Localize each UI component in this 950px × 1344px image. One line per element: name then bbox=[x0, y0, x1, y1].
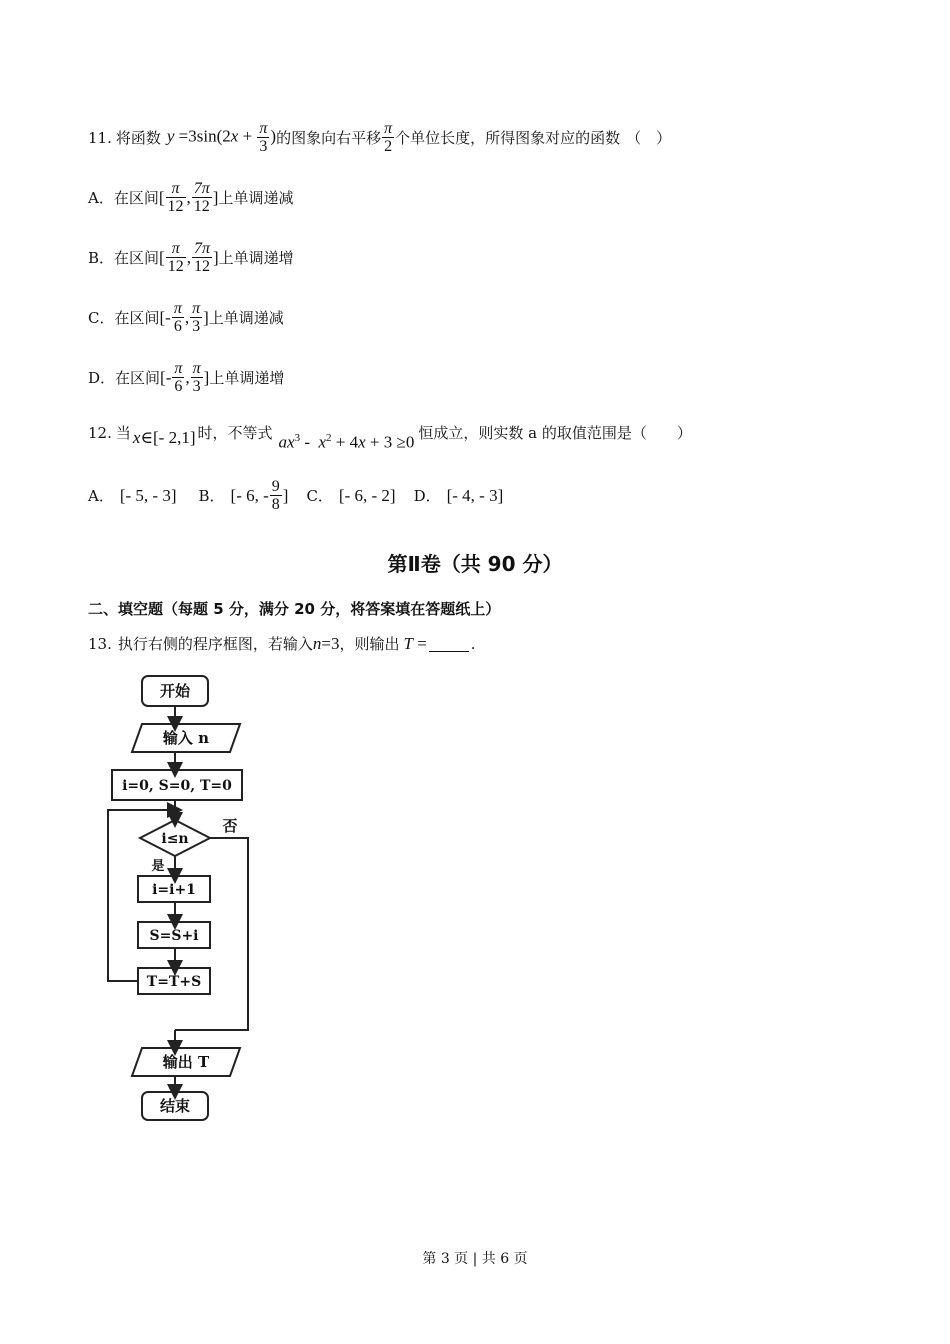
option-rbracket: ] bbox=[212, 187, 219, 207]
q11-intro: 将函数 bbox=[115, 128, 161, 147]
q13-n-expr bbox=[313, 634, 340, 654]
q12-ineq-ax: ax bbox=[278, 432, 295, 452]
q12-cond-range: ∈[- 2,1] bbox=[140, 428, 196, 448]
q12-opt-b-pre: [- 6, - bbox=[230, 485, 269, 505]
no-label: 否 bbox=[222, 817, 238, 835]
option-label: D．在区间 bbox=[88, 368, 161, 387]
q11-y: y bbox=[166, 126, 175, 146]
q11-option bbox=[88, 180, 293, 215]
option-frac-b-den: 3 bbox=[192, 318, 201, 335]
option-text: 上单调递增 bbox=[209, 368, 285, 387]
q11-shift-den: 2 bbox=[384, 138, 393, 155]
q12-number: 12. bbox=[88, 424, 112, 443]
section2-heading: 二、填空题（每题 5 分，满分 20 分，将答案填在答题纸上） bbox=[88, 600, 501, 618]
q11-x: x bbox=[230, 126, 239, 146]
option-frac-b bbox=[191, 360, 203, 395]
q11-shift-num: π bbox=[384, 120, 393, 137]
option-frac-b-den: 3 bbox=[192, 378, 201, 395]
option-frac-a-num: π bbox=[171, 180, 180, 197]
option-comma: , bbox=[186, 247, 191, 267]
option-comma: , bbox=[184, 307, 190, 327]
q12-when: 当 bbox=[115, 424, 131, 443]
option-frac-b-num: π bbox=[192, 300, 201, 317]
q12-opt-b-label: B． bbox=[198, 486, 225, 505]
q13-n: n bbox=[312, 634, 322, 653]
q12-inequality bbox=[279, 428, 415, 453]
option-frac-a-den: 12 bbox=[167, 258, 184, 275]
condition-label: i≤n bbox=[161, 831, 189, 847]
option-comma: , bbox=[185, 367, 190, 387]
q11-option bbox=[88, 300, 284, 335]
option-frac-a bbox=[166, 180, 186, 215]
option-rbracket: ] bbox=[203, 367, 210, 387]
q12-ineq-minus: - bbox=[300, 432, 319, 452]
q12-stem bbox=[88, 414, 692, 453]
option-lbracket: [ bbox=[160, 367, 166, 387]
start-label: 开始 bbox=[159, 682, 191, 700]
input-label: 输入 n bbox=[162, 729, 210, 747]
q12-condition bbox=[133, 428, 196, 448]
option-frac-a bbox=[172, 300, 184, 335]
option-frac-a bbox=[172, 360, 184, 395]
option-neg: - bbox=[165, 307, 171, 327]
option-lbracket: [ bbox=[159, 307, 166, 327]
option-frac-b bbox=[190, 300, 202, 335]
q11-tail: 个单位长度，所得图象对应的函数 bbox=[395, 128, 621, 147]
program-flowchart bbox=[90, 668, 390, 1128]
option-label: C．在区间 bbox=[88, 308, 160, 327]
q11-stem bbox=[88, 120, 671, 155]
q11-paren: （ ） bbox=[626, 128, 672, 147]
option-text: 上单调递减 bbox=[208, 308, 284, 327]
q11-frac-den: 3 bbox=[259, 138, 268, 155]
q12-ineq-plus4: + 4 bbox=[331, 432, 359, 452]
q13-number: 13. bbox=[88, 635, 112, 653]
q11-mid: 的图象向右平移 bbox=[276, 128, 382, 147]
q13-n-val: =3 bbox=[321, 634, 340, 653]
option-frac-b-num: 7π bbox=[193, 180, 210, 197]
q12-opt-d-label: D． bbox=[413, 486, 441, 505]
option-frac-a bbox=[166, 240, 186, 275]
q12-opt-b-den: 8 bbox=[271, 496, 280, 513]
q13-stem bbox=[88, 634, 476, 654]
option-neg: - bbox=[165, 367, 172, 387]
option-frac-a-num: π bbox=[171, 240, 180, 257]
q11-function bbox=[167, 120, 276, 155]
option-frac-a-den: 6 bbox=[173, 318, 182, 335]
q12-ineq-x2: x bbox=[358, 432, 366, 452]
q12-cond-x: x bbox=[132, 428, 141, 448]
q12-opt-a-label: A． bbox=[88, 486, 114, 505]
q12-opt-c: [- 6, - 2] bbox=[338, 485, 396, 505]
q12-opt-b-frac bbox=[270, 478, 282, 513]
option-frac-a-num: π bbox=[174, 360, 183, 377]
q12-opt-d: [- 4, - 3] bbox=[446, 485, 504, 505]
q12-ineq-tail: + 3 ≥0 bbox=[365, 432, 415, 452]
q13-end: . bbox=[470, 635, 476, 653]
step2-label: S=S+i bbox=[149, 928, 199, 944]
q11-frac-num: π bbox=[259, 120, 268, 137]
option-label: A．在区间 bbox=[88, 188, 159, 207]
init-label: i=0, S=0, T=0 bbox=[122, 778, 232, 794]
q11-number: 11. bbox=[88, 128, 112, 147]
option-rbracket: ] bbox=[212, 247, 219, 267]
q13-text: 执行右侧的程序框图，若输入 bbox=[117, 635, 313, 653]
q12-opt-c-label: C． bbox=[306, 486, 333, 505]
q11-eq: =3sin(2 bbox=[178, 126, 231, 146]
q12-opt-b-num: 9 bbox=[271, 478, 280, 495]
q12-opt-a: [- 5, - 3] bbox=[119, 485, 177, 505]
q11-option bbox=[88, 360, 284, 395]
option-frac-a-num: π bbox=[173, 300, 182, 317]
step1-label: i=i+1 bbox=[152, 882, 196, 898]
yes-label: 是 bbox=[151, 859, 165, 874]
option-frac-a-den: 12 bbox=[167, 198, 184, 215]
q13-T: T bbox=[403, 634, 413, 653]
option-frac-b bbox=[192, 240, 212, 275]
q11-pi-over-3 bbox=[257, 120, 269, 155]
q12-ineq-exp2: 2 bbox=[326, 432, 332, 444]
q13-eq: = bbox=[417, 634, 427, 653]
option-frac-b bbox=[192, 180, 212, 215]
q12-options bbox=[88, 478, 503, 513]
option-frac-b-den: 12 bbox=[193, 258, 210, 275]
q12-ineq-x: x bbox=[318, 432, 327, 452]
q11-rparen: ) bbox=[270, 126, 277, 146]
option-frac-a-den: 6 bbox=[174, 378, 183, 395]
q13-mid: ，则输出 bbox=[339, 635, 400, 653]
q13-t-expr bbox=[403, 634, 426, 654]
q12-when-tail: 时，不等式 bbox=[197, 424, 273, 443]
q11-option bbox=[88, 240, 294, 275]
part2-title: 第Ⅱ卷（共 90 分） bbox=[387, 552, 563, 576]
option-label: B．在区间 bbox=[88, 248, 160, 267]
option-frac-b-num: π bbox=[192, 360, 201, 377]
end-label: 结束 bbox=[159, 1097, 191, 1115]
q12-ineq-exp3: 3 bbox=[294, 432, 301, 444]
option-rbracket: ] bbox=[203, 307, 209, 327]
q12-opt-b-post: ] bbox=[282, 485, 289, 505]
q11-plus: + bbox=[242, 126, 253, 146]
answer-blank[interactable] bbox=[429, 636, 469, 652]
option-frac-b-den: 12 bbox=[193, 198, 210, 215]
option-lbracket: [ bbox=[158, 187, 165, 207]
q11-shift bbox=[382, 120, 394, 155]
q12-tail: 恒成立，则实数 a 的取值范围是（ ） bbox=[418, 424, 692, 443]
option-text: 上单调递减 bbox=[218, 188, 294, 207]
option-frac-b-num: 7π bbox=[193, 240, 210, 257]
output-label: 输出 T bbox=[162, 1053, 210, 1071]
step3-label: T=T+S bbox=[146, 974, 202, 990]
option-lbracket: [ bbox=[159, 247, 165, 267]
page-footer: 第 3 页 | 共 6 页 bbox=[422, 1251, 528, 1267]
option-comma: , bbox=[186, 187, 191, 207]
option-text: 上单调递增 bbox=[218, 248, 294, 267]
